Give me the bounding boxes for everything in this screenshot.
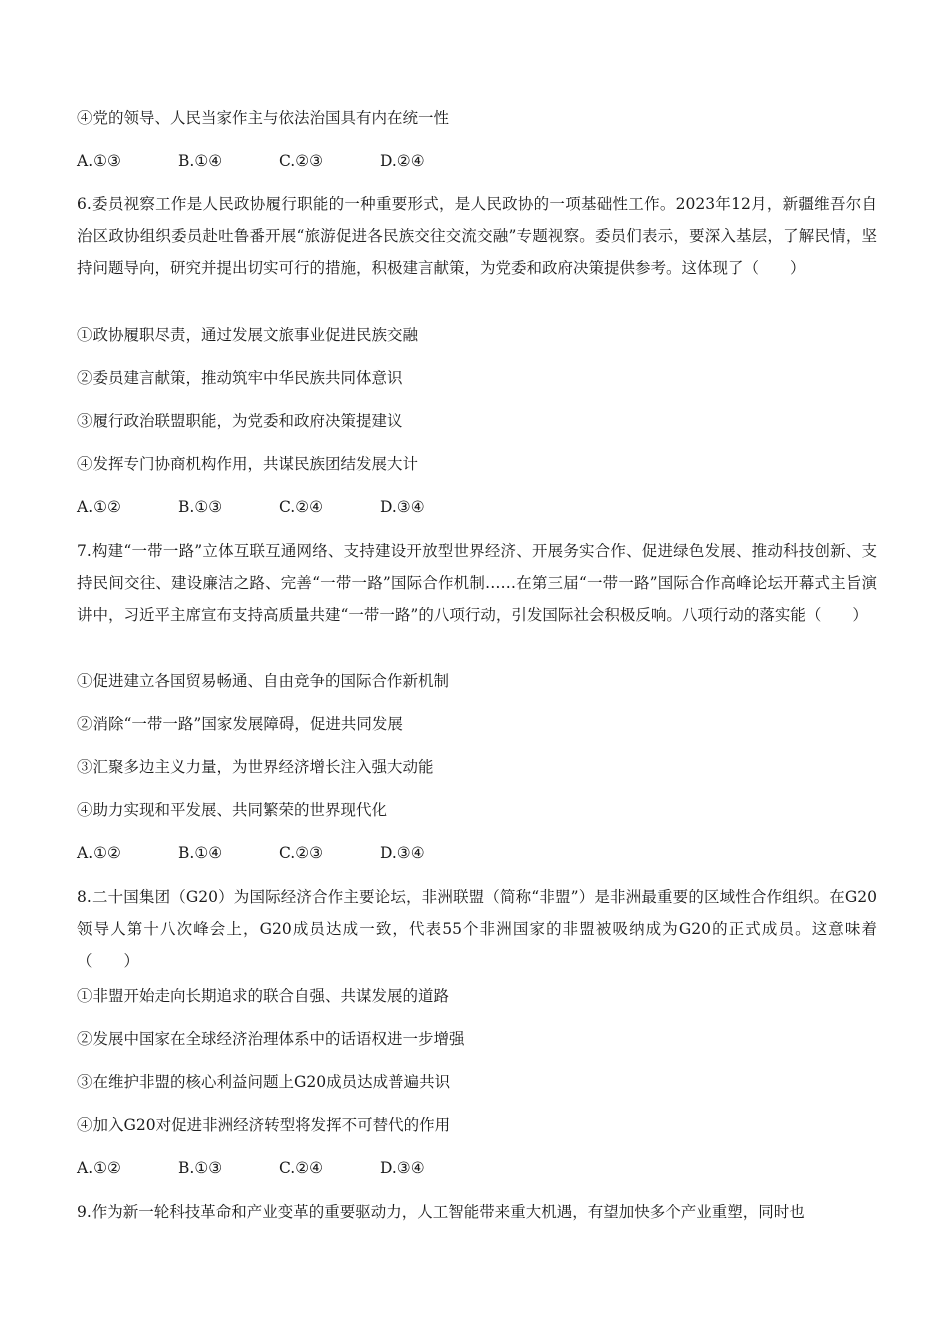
q5-option-c[interactable]: C.②③ [279, 152, 324, 170]
q6-option-c[interactable]: C.②④ [279, 498, 324, 516]
q7-stem: 7.构建“一带一路”立体互联互通网络、支持建设开放型世界经济、开展务实合作、促进绿色发展、推动科技创新、支持民间交往、建设廉洁之路、完善“一带一路”国际合作机制……在第三届“一带一路”国际合作高峰论坛开幕式主旨演讲中，习近平主席宣布支持高质量共建“一带一路”的八项行动，引发国际社会积极反响。八项行动的落实能（ ） [77, 542, 877, 624]
q7-options [77, 843, 481, 863]
q8-option-c[interactable]: C.②④ [279, 1159, 324, 1177]
q9-stem: 9.作为新一轮科技革命和产业变革的重要驱动力，人工智能带来重大机遇，有望加快多个产业重塑，同时也 [77, 1203, 805, 1221]
q5-option-d[interactable]: D.②④ [380, 152, 425, 170]
q6-option-a[interactable]: A.①② [77, 498, 121, 516]
q6-stem: 6.委员视察工作是人民政协履行职能的一种重要形式，是人民政协的一项基础性工作。2023年12月，新疆维吾尔自治区政协组织委员赴吐鲁番开展“旅游促进各民族交往交流交融”专题视察。委员们表示，要深入基层，了解民情，坚持问题导向，研究并提出切实可行的措施，积极建言献策，为党委和政府决策提供参考。这体现了（ ） [77, 195, 877, 277]
q6-statement-1: ①政协履职尽责，通过发展文旅事业促进民族交融 [77, 326, 419, 344]
q8-statement-4: ④加入G20对促进非洲经济转型将发挥不可替代的作用 [77, 1116, 451, 1134]
q7-option-d[interactable]: D.③④ [380, 844, 425, 862]
q8-statement-3: ③在维护非盟的核心利益问题上G20成员达成普遍共识 [77, 1073, 451, 1091]
q8-option-d[interactable]: D.③④ [380, 1159, 425, 1177]
q6-statement-3: ③履行政治联盟职能，为党委和政府决策提建议 [77, 412, 403, 430]
q6-options [77, 497, 481, 517]
q7-statement-2: ②消除“一带一路”国家发展障碍，促进共同发展 [77, 715, 403, 733]
q6-option-b[interactable]: B.①③ [178, 498, 223, 516]
q6-option-d[interactable]: D.③④ [380, 498, 425, 516]
q7-statement-1: ①促进建立各国贸易畅通、自由竞争的国际合作新机制 [77, 672, 450, 690]
q5-options [77, 151, 481, 171]
q8-statement-1: ①非盟开始走向长期追求的联合自强、共谋发展的道路 [77, 987, 450, 1005]
q8-option-a[interactable]: A.①② [77, 1159, 121, 1177]
q7-statement-4: ④助力实现和平发展、共同繁荣的世界现代化 [77, 801, 388, 819]
q5-option-b[interactable]: B.①④ [178, 152, 223, 170]
q8-options [77, 1158, 481, 1178]
q8-option-b[interactable]: B.①③ [178, 1159, 223, 1177]
q7-option-b[interactable]: B.①④ [178, 844, 223, 862]
q5-option-a[interactable]: A.①③ [77, 152, 121, 170]
q6-statement-4: ④发挥专门协商机构作用，共谋民族团结发展大计 [77, 455, 419, 473]
q7-option-c[interactable]: C.②③ [279, 844, 324, 862]
q5-statement-4: ④党的领导、人民当家作主与依法治国具有内在统一性 [77, 109, 450, 127]
q7-option-a[interactable]: A.①② [77, 844, 121, 862]
q6-statement-2: ②委员建言献策，推动筑牢中华民族共同体意识 [77, 369, 403, 387]
q8-stem: 8.二十国集团（G20）为国际经济合作主要论坛，非洲联盟（简称“非盟”）是非洲最重要的区域性合作组织。在G20领导人第十八次峰会上，G20成员达成一致，代表55个非洲国家的非盟被吸纳成为G20的正式成员。这意味着（ ） [77, 888, 877, 970]
q8-statement-2: ②发展中国家在全球经济治理体系中的话语权进一步增强 [77, 1030, 465, 1048]
q7-statement-3: ③汇聚多边主义力量，为世界经济增长注入强大动能 [77, 758, 434, 776]
